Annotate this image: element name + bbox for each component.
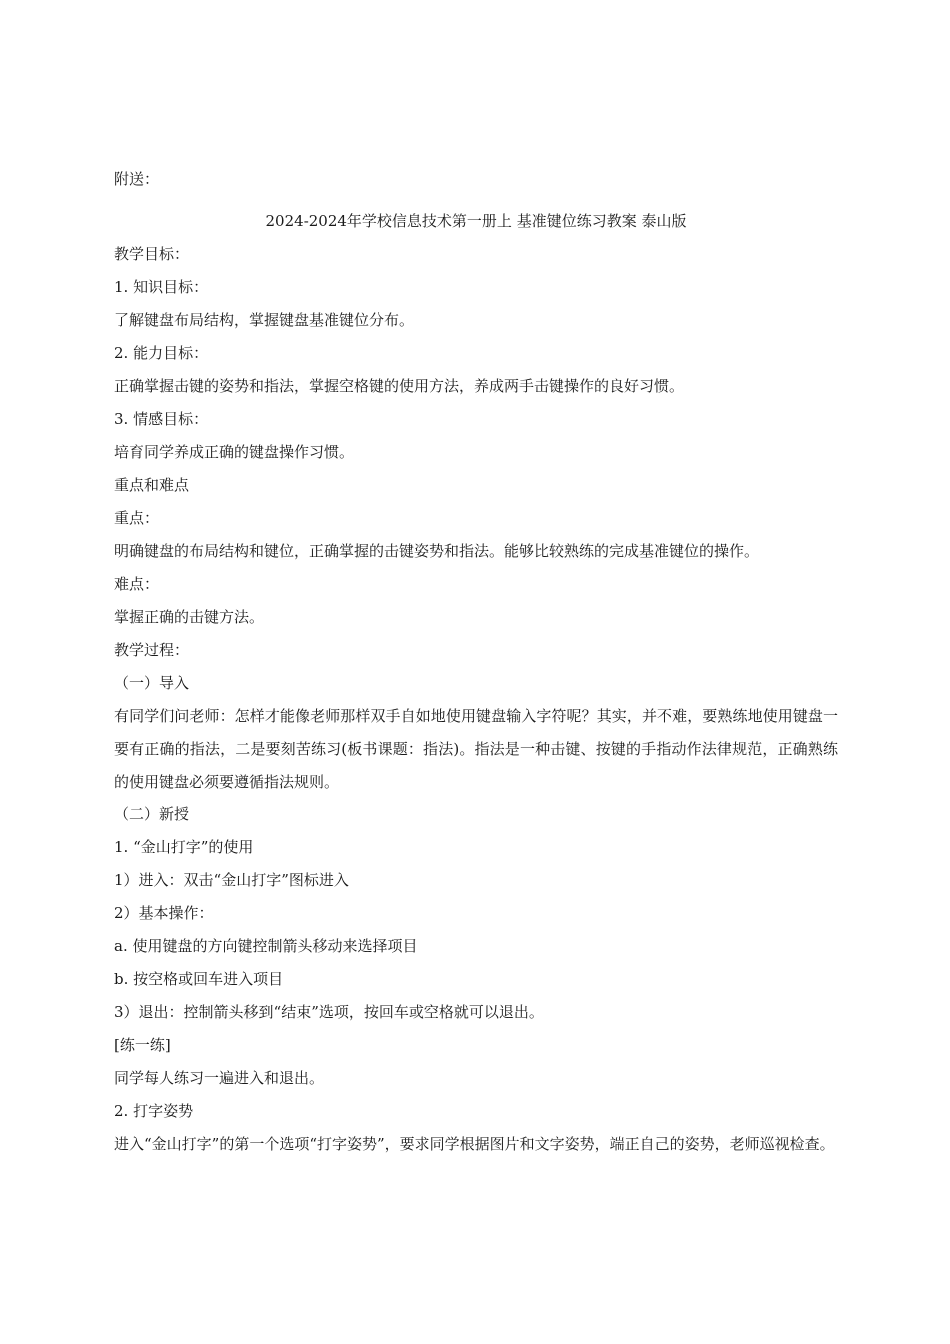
practice-text: 同学每人练习一遍进入和退出。 <box>114 1069 325 1087</box>
new-lesson-heading: （二）新授 <box>114 805 190 823</box>
objective-2-text: 正确掌握击键的姿势和指法，掌握空格键的使用方法，养成两手击键操作的良好习惯。 <box>114 377 685 395</box>
objective-1-heading: 1. 知识目标： <box>114 278 209 296</box>
item-1-3: 3）退出：控制箭头移到“结束”选项，按回车或空格就可以退出。 <box>114 1003 544 1021</box>
key-point-text: 明确键盘的布局结构和键位，正确掌握的击键姿势和指法。能够比较熟练的完成基准键位的操作。 <box>114 542 760 560</box>
document-title: 2024-2024年学校信息技术第一册上 基准键位练习教案 泰山版 <box>265 212 687 230</box>
key-points-heading: 重点和难点 <box>114 476 190 494</box>
difficulty-label: 难点： <box>114 575 160 593</box>
document-page <box>114 168 838 1165</box>
objective-3-heading: 3. 情感目标： <box>114 410 209 428</box>
intro-paragraph: 有同学们问老师：怎样才能像老师那样双手自如地使用键盘输入字符呢？其实，并不难，要熟练地使用键盘一要有正确的指法，二是要刻苦练习(板书课题：指法)。指法是一种击键、按键的手指动作法律规范，正确熟练的使用键盘必须要遵循指法规则。 <box>114 707 838 791</box>
objectives-heading: 教学目标： <box>114 245 190 263</box>
objective-3-text: 培育同学养成正确的键盘操作习惯。 <box>114 443 355 461</box>
practice-label: [练一练] <box>114 1036 171 1054</box>
item-1-2: 2）基本操作： <box>114 904 214 922</box>
item-2-paragraph: 进入“金山打字”的第一个选项“打字姿势”，要求同学根据图片和文字姿势，端正自己的姿势，老师巡视检查。 <box>114 1135 835 1153</box>
objective-1-text: 了解键盘布局结构，掌握键盘基准键位分布。 <box>114 311 415 329</box>
intro-heading: （一）导入 <box>114 674 190 692</box>
appendix-label: 附送： <box>114 170 160 188</box>
item-1-2b: b. 按空格或回车进入项目 <box>114 970 284 988</box>
item-1: 1. “金山打字”的使用 <box>114 838 254 856</box>
key-point-label: 重点： <box>114 509 160 527</box>
item-1-1: 1）进入：双击“金山打字”图标进入 <box>114 871 349 889</box>
item-1-2a: a. 使用键盘的方向键控制箭头移动来选择项目 <box>114 937 418 955</box>
objective-2-heading: 2. 能力目标： <box>114 344 209 362</box>
item-2: 2. 打字姿势 <box>114 1102 194 1120</box>
process-heading: 教学过程： <box>114 641 190 659</box>
difficulty-text: 掌握正确的击键方法。 <box>114 608 265 626</box>
